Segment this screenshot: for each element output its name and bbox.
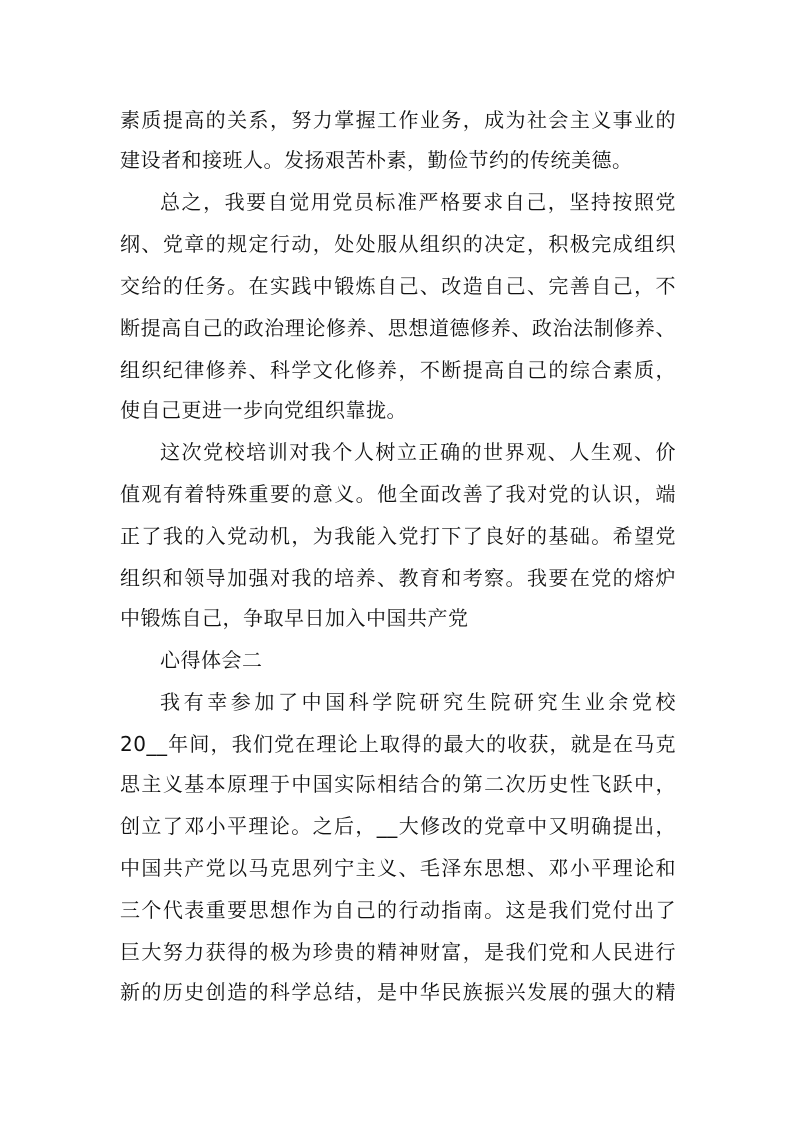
text-line: 总之，我要自觉用党员标准严格要求自己，坚持按照党 <box>160 190 676 214</box>
text-line: 值观有着特殊重要的意义。他全面改善了我对党的认识，端 <box>120 482 676 506</box>
text-line: 组织和领导加强对我的培养、教育和考察。我要在党的熔炉 <box>120 566 676 590</box>
text-line: 纲、党章的规定行动，处处服从组织的决定，积极完成组织 <box>120 232 676 256</box>
text-line: 交给的任务。在实践中锻炼自己、改造自己、完善自己，不 <box>120 274 676 298</box>
text-line: 20__年间，我们党在理论上取得的最大的收获，就是在马克 <box>120 732 676 756</box>
text-line: 断提高自己的政治理论修养、思想道德修养、政治法制修养、 <box>120 316 676 340</box>
text-line: 中锻炼自己，争取早日加入中国共产党 <box>120 606 469 630</box>
text-line: 巨大努力获得的极为珍贵的精神财富，是我们党和人民进行 <box>120 940 676 964</box>
text-line: 三个代表重要思想作为自己的行动指南。这是我们党付出了 <box>120 898 676 922</box>
text-line: 组织纪律修养、科学文化修养，不断提高自己的综合素质， <box>120 358 676 382</box>
text-line: 建设者和接班人。发扬艰苦朴素，勤俭节约的传统美德。 <box>120 148 633 172</box>
text-line: 新的历史创造的科学总结，是中华民族振兴发展的强大的精 <box>120 980 676 1004</box>
text-line: 使自己更进一步向党组织靠拢。 <box>120 398 407 422</box>
section-heading: 心得体会二 <box>160 648 263 672</box>
text-line: 这次党校培训对我个人树立正确的世界观、人生观、价 <box>160 440 676 464</box>
text-line: 中国共产党以马克思列宁主义、毛泽东思想、邓小平理论和 <box>120 856 676 880</box>
text-line: 思主义基本原理于中国实际相结合的第二次历史性飞跃中， <box>120 772 676 796</box>
text-line: 正了我的入党动机，为我能入党打下了良好的基础。希望党 <box>120 524 676 548</box>
text-line: 我有幸参加了中国科学院研究生院研究生业余党校 <box>160 690 676 714</box>
text-line: 素质提高的关系，努力掌握工作业务，成为社会主义事业的 <box>120 108 676 132</box>
text-line: 创立了邓小平理论。之后，__大修改的党章中又明确提出， <box>120 814 676 838</box>
